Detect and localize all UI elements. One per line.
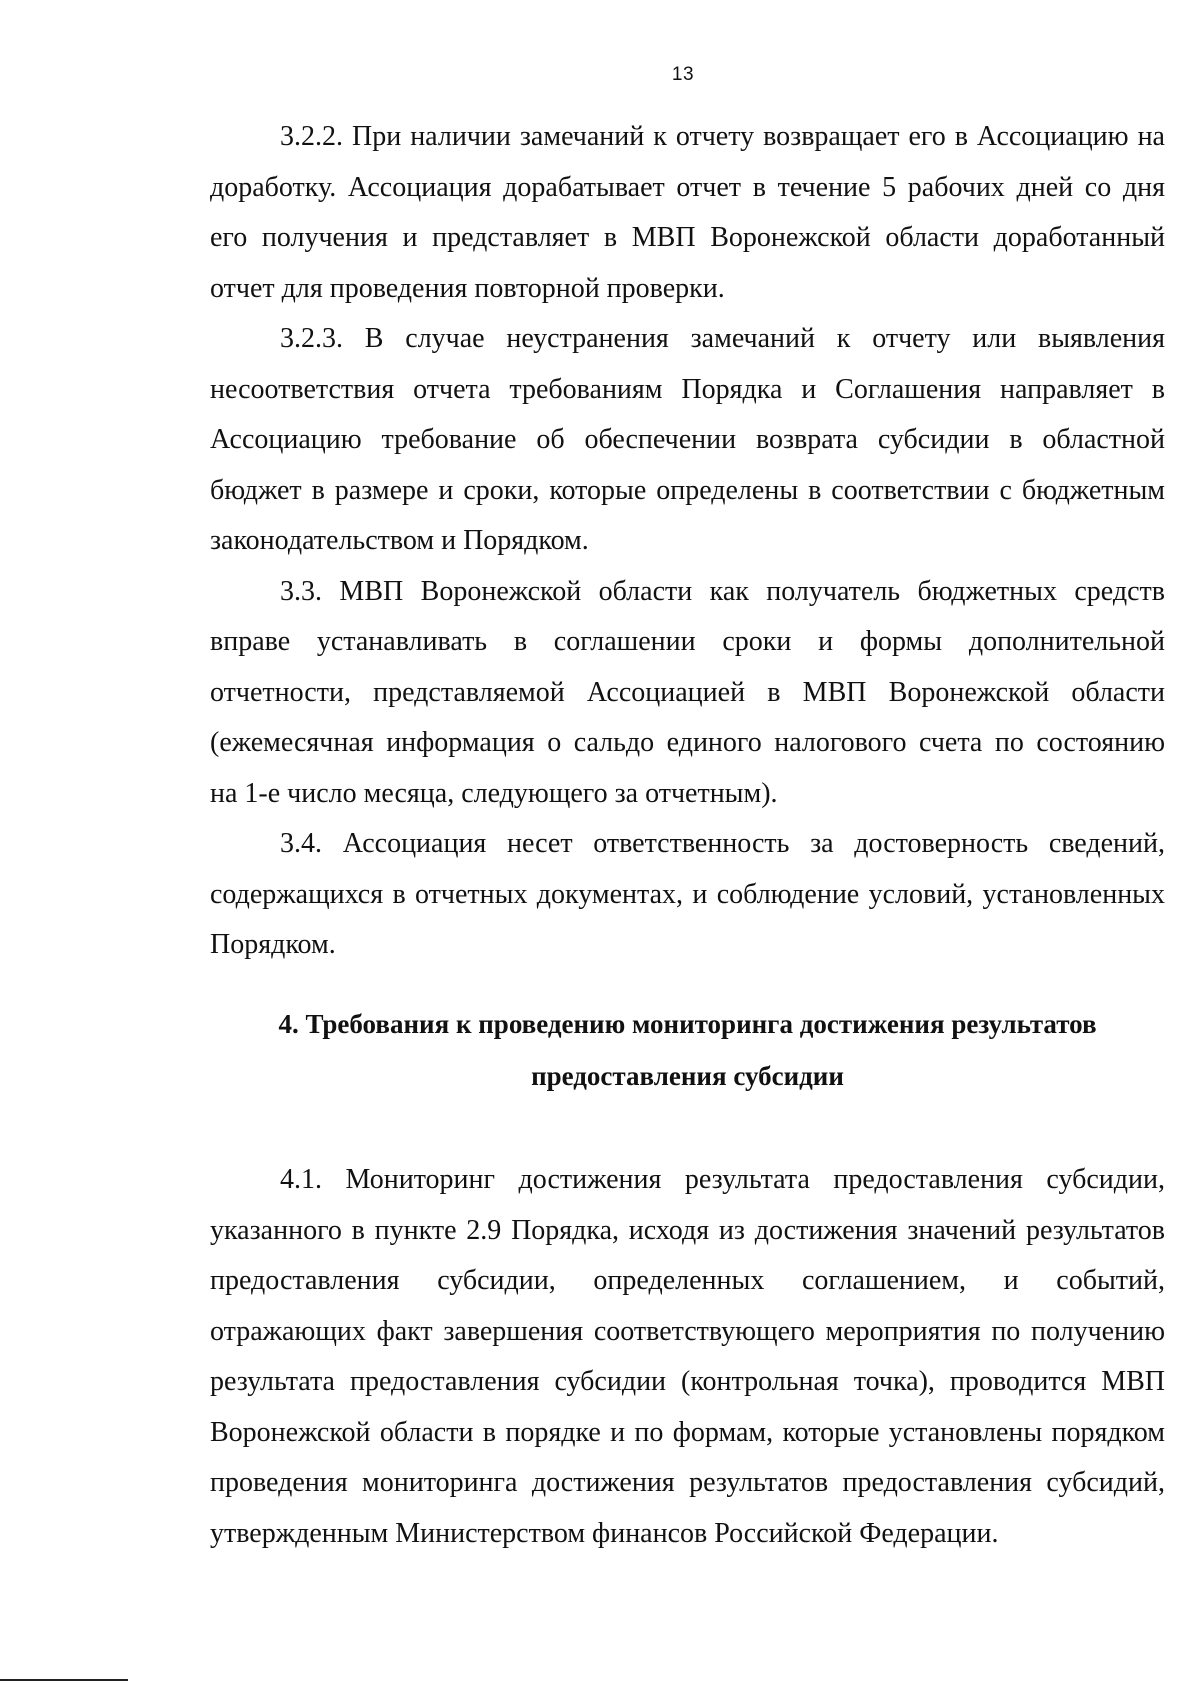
paragraph-line: проведения мониторинга достижения результатов предоставления субсидий, — [210, 1467, 1165, 1498]
paragraph-3-3 — [210, 567, 1165, 820]
section-4-heading — [210, 998, 1165, 1102]
heading-line: 4. Требования к проведению мониторинга достижения результатов — [278, 1009, 1097, 1039]
paragraph-line: (ежемесячная информация о сальдо единого налогового счета по состоянию — [210, 727, 1165, 758]
paragraph-line: результата предоставления субсидии (контрольная точка), проводится МВП — [210, 1366, 1165, 1397]
paragraph-line: вправе устанавливать в соглашении сроки и формы дополнительной — [210, 626, 1165, 657]
paragraph-line: несоответствия отчета требованиям Порядка и Соглашения направляет в — [210, 373, 1165, 405]
paragraph-line: Воронежской области в порядке и по формам, которые установлены порядком — [210, 1416, 1165, 1448]
paragraph-line: Ассоциацию требование об обеспечении возврата субсидии в областной — [210, 424, 1165, 455]
paragraph-line: 3.2.3. В случае неустранения замечаний к отчету или выявления — [280, 323, 1165, 354]
paragraph-line: законодательством и Порядком. — [210, 525, 589, 556]
section-3-text — [210, 112, 1165, 971]
paragraph-3-2-2 — [210, 112, 1165, 314]
paragraph-line: утвержденным Министерством финансов Российской Федерации. — [210, 1517, 999, 1549]
section-4-text — [210, 1155, 1165, 1559]
paragraph-3-2-3 — [210, 314, 1165, 567]
heading-line: предоставления субсидии — [531, 1061, 844, 1091]
paragraph-line: отражающих факт завершения соответствующего мероприятия по получению — [210, 1315, 1165, 1347]
page-number: 13 — [671, 64, 695, 85]
paragraph-3-4 — [210, 819, 1165, 971]
paragraph-line: отчет для проведения повторной проверки. — [210, 272, 725, 304]
paragraph-line: 3.2.2. При наличии замечаний к отчету возвращает его в Ассоциацию на — [280, 121, 1165, 152]
paragraph-line: бюджет в размере и сроки, которые определены в соответствии с бюджетным — [210, 474, 1165, 506]
paragraph-line: его получения и представляет в МВП Воронежской области доработанный — [210, 222, 1165, 253]
paragraph-line: указанного в пункте 2.9 Порядка, исходя из достижения значений результатов — [210, 1214, 1165, 1246]
footer-rule — [0, 1679, 128, 1681]
paragraph-4-1 — [210, 1155, 1165, 1559]
paragraph-line: 3.3. МВП Воронежской области как получатель бюджетных средств — [280, 575, 1165, 607]
paragraph-line: на 1-е число месяца, следующего за отчетным). — [210, 777, 778, 809]
paragraph-line: отчетности, представляемой Ассоциацией в МВП Воронежской области — [210, 676, 1165, 708]
paragraph-line: 4.1. Мониторинг достижения результата предоставления субсидии, — [280, 1164, 1165, 1195]
paragraph-line: предоставления субсидии, определенных соглашением, и событий, — [210, 1265, 1165, 1296]
paragraph-line: содержащихся в отчетных документах, и соблюдение условий, установленных — [210, 878, 1165, 910]
paragraph-line: доработку. Ассоциация дорабатывает отчет в течение 5 рабочих дней со дня — [210, 171, 1165, 203]
paragraph-line: Порядком. — [210, 929, 336, 960]
paragraph-line: 3.4. Ассоциация несет ответственность за достоверность сведений, — [280, 828, 1165, 859]
